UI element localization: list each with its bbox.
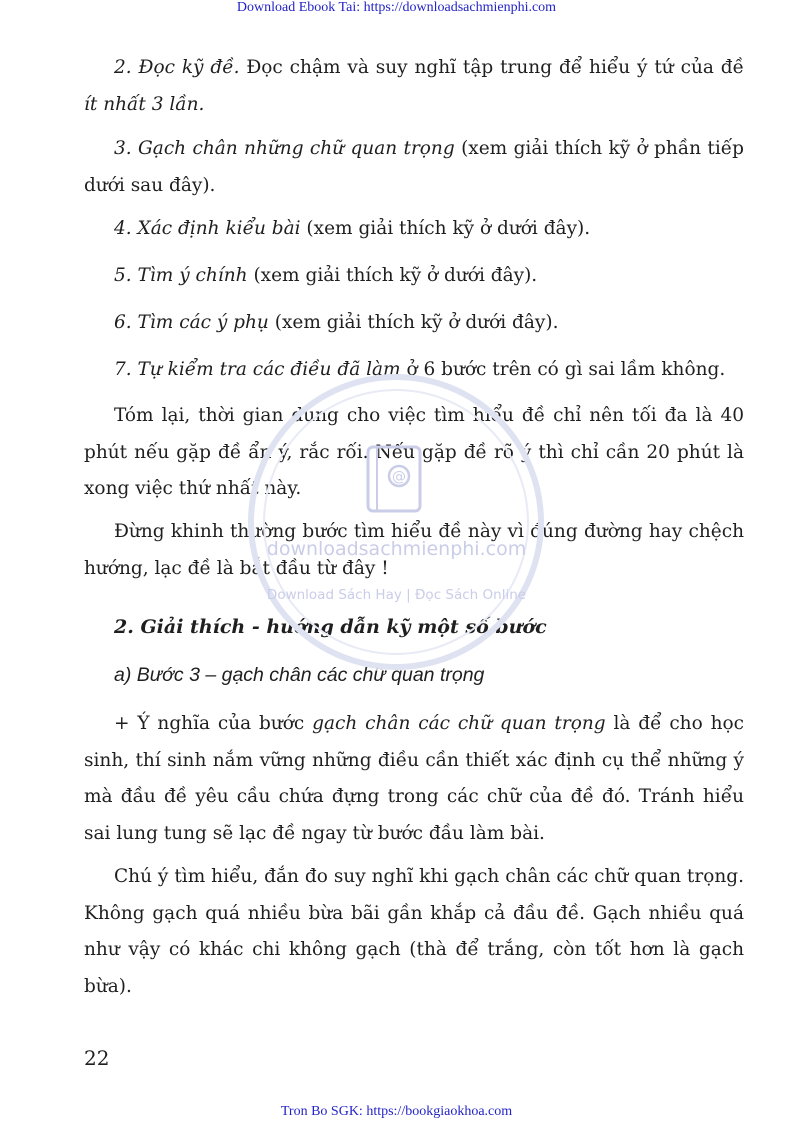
meaning-after: là để cho học sinh, thí sinh nắm vững những điều cần thiết xác định cụ thể những ý mà đầu đề yêu cầu chứa đựng trong các chữ của đề đó. Tránh hiểu sai lung tung sẽ lạc đề ngay từ bước đầu làm bài. [84,713,744,844]
watermark-site: downloadsachmienphi.com [266,538,527,560]
step-4 [84,211,744,248]
meaning-before: + Ý nghĩa của bước [114,713,313,734]
step-3-label: 3. Gạch chân những chữ quan trọng [114,138,455,159]
step-3-text: (xem giải thích kỹ ở phần tiếp dưới sau đây). [84,138,745,196]
step-2-tail: ít nhất 3 lần. [84,93,205,115]
step-7-text: ở 6 bước trên có gì sai lầm không. [400,359,726,380]
summary-paragraph: Tóm lại, thời gian dùng cho việc tìm hiểu đề chỉ nên tối đa là 40 phút nếu gặp đề ẩn ý, rắc rối. Nếu gặp đề rõ ý thì chỉ cần 20 phút là xong việc thứ nhất này. [84,405,744,499]
section-heading: 2. Giải thích - hướng dẫn kỹ một số bước [114,616,547,638]
step-7 [84,352,744,389]
subsection-heading: a) Bước 3 – gạch chân các chữ quan trọng [114,664,485,686]
header-download-link[interactable]: Download Ebook Tai: https://downloadsachmienphi.com [236,0,557,15]
step-4-text: (xem giải thích kỹ ở dưới đây). [300,218,591,239]
step-4-label: 4. Xác định kiểu bài [114,218,301,239]
step-5-label: 5. Tìm ý chính [114,265,248,286]
warning-paragraph: Đừng khinh thường bước tìm hiểu đề này vì đúng đường hay chệch hướng, lạc đề là bắt đầu từ đây ! [84,521,744,579]
svg-text:@: @ [392,469,406,485]
step-6-label: 6. Tìm các ý phụ [114,312,269,333]
step-6 [84,305,744,342]
step-3 [84,131,744,204]
step-2 [84,50,744,123]
footer-link[interactable]: Tron Bo SGK: https://bookgiaokhoa.com [280,1104,513,1119]
step-5-text: (xem giải thích kỹ ở dưới đây). [247,265,538,286]
page-number: 22 [84,1046,110,1070]
step-7-label: 7. Tự kiểm tra các điều đã làm [114,359,401,380]
caution-paragraph: Chú ý tìm hiểu, đắn đo suy nghĩ khi gạch chân các chữ quan trọng. Không gạch quá nhiều bừa bãi gần khắp cả đầu đề. Gạch nhiều quá như vậy có khác chi không gạch (thà để trắng, còn tốt hơn là gạch bừa). [84,866,744,997]
step-2-text: Đọc chậm và suy nghĩ tập trung để hiểu ý tứ của đề [239,57,744,78]
watermark-tagline: Download Sách Hay | Đọc Sách Online [266,587,527,603]
step-5 [84,258,744,295]
step-2-label: 2. Đọc kỹ đề. [114,57,240,78]
meaning-italic: gạch chân các chữ quan trọng [312,713,606,734]
meaning-paragraph [84,706,744,852]
step-6-text: (xem giải thích kỹ ở dưới đây). [268,312,559,333]
